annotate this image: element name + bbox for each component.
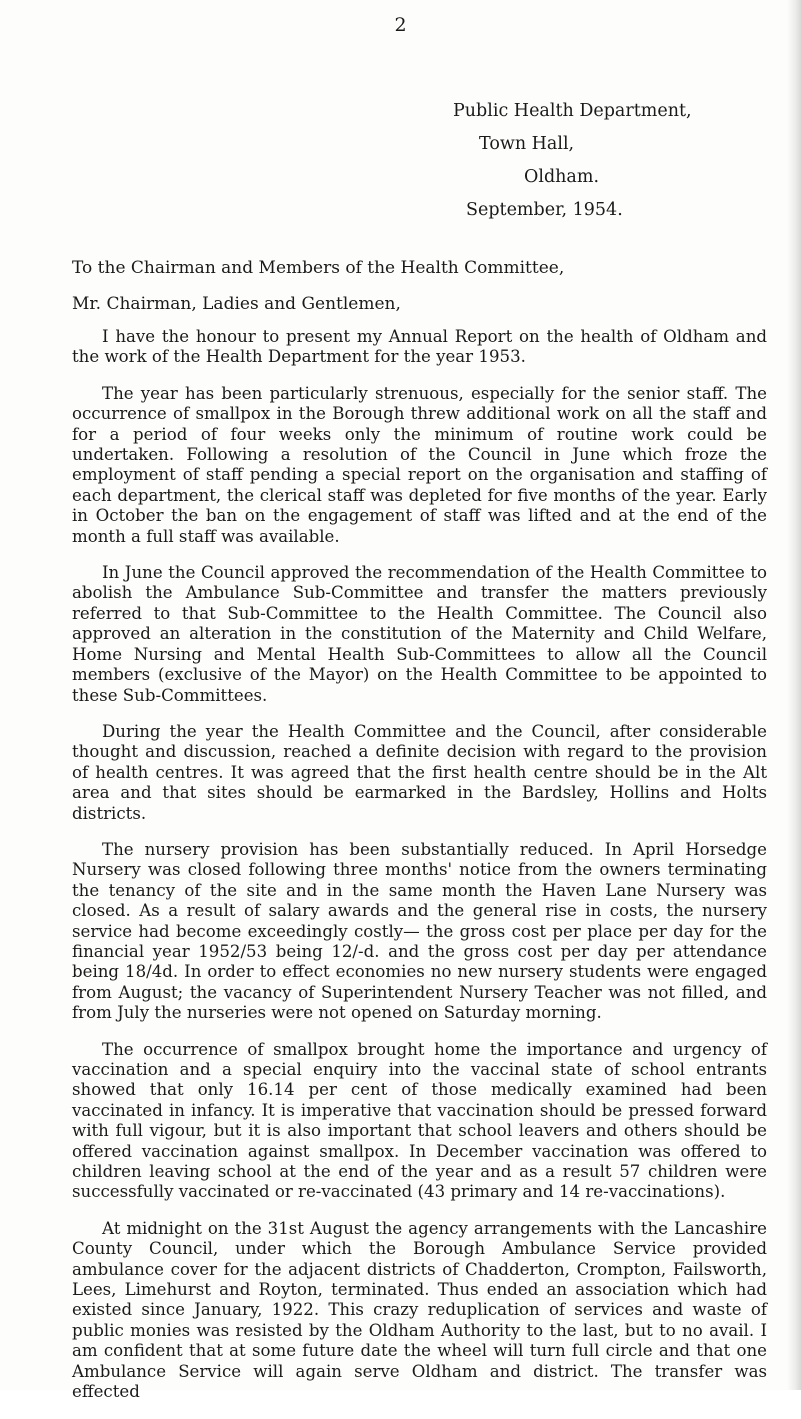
address-line-building: Town Hall, — [479, 134, 575, 154]
greeting-line: Mr. Chairman, Ladies and Gentlemen, — [72, 294, 401, 314]
page-edge-shadow — [787, 0, 801, 1390]
page-number: 2 — [394, 14, 407, 36]
paragraph-health-centres: During the year the Health Committee and the Council, after considerable thought and discussion, reached a definite decision with regard to the provision of health centres. It was agreed that the first health centre should be in the Alt area and that sites should be earmarked in the Bardsley, Hollins and Holts districts. — [72, 721, 767, 823]
paragraph-vaccination: The occurrence of smallpox brought home the importance and urgency of vaccination and a special enquiry into the vaccinal state of school entrants showed that only 16.14 per cent of those medically examined had been vaccinated in infancy. It is imperative that vaccination should be pressed forward with full vigour, but it is also important that school leavers and others should be offered vaccination against smallpox. In December vaccination was offered to children leaving school at the end of the year and as a result 57 children were successfully vaccinated or re-vaccinated (43 primary and 14 re-vaccinations). — [72, 1039, 767, 1202]
paragraph-ambulance: At midnight on the 31st August the agency arrangements with the Lancashire County Council, under which the Borough Ambulance Service provided ambulance cover for the adjacent districts of Chadderton, Crompton, Failsworth, Lees, Limehurst and Royton, terminated. Thus ended an association which had existed since January, 1922. This crazy reduplication of services and waste of public monies was resisted by the Oldham Authority to the last, but to no avail. I am confident that at some future date the wheel will turn full circle and that one Ambulance Service will again serve Oldham and district. The transfer was effected — [72, 1218, 767, 1402]
paragraph-introduction: I have the honour to present my Annual Report on the health of Oldham and the work of the Health Department for the year 1953. — [72, 327, 767, 367]
address-line-date: September, 1954. — [466, 200, 623, 220]
addressee-line: To the Chairman and Members of the Health Committee, — [72, 258, 565, 278]
address-line-department: Public Health Department, — [453, 101, 692, 121]
address-line-town: Oldham. — [524, 167, 600, 187]
paragraph-committees: In June the Council approved the recommendation of the Health Committee to abolish the Ambulance Sub-Committee and transfer the matters previously referred to that Sub-Committee to the Health Committee. The Council also approved an alteration in the constitution of the Maternity and Child Welfare, Home Nursing and Mental Health Sub-Committees to allow all the Council members (exclusive of the Mayor) on the Health Committee to be appointed to these Sub-Committees. — [72, 563, 767, 705]
report-body — [72, 327, 767, 1419]
paragraph-staffing: The year has been particularly strenuous, especially for the senior staff. The occurrence of smallpox in the Borough threw additional work on all the staff and for a period of four weeks only the minimum of routine work could be undertaken. Following a resolution of the Council in June which froze the employment of staff pending a special report on the organisation and staffing of each department, the clerical staff was depleted for five months of the year. Early in October the ban on the engagement of staff was lifted and at the end of the month a full staff was available. — [72, 383, 767, 546]
sender-address — [453, 95, 783, 227]
paragraph-nurseries: The nursery provision has been substantially reduced. In April Horsedge Nursery was closed following three months' notice from the owners terminating the tenancy of the site and in the same month the Haven Lane Nursery was closed. As a result of salary awards and the general rise in costs, the nursery service had become exceedingly costly— the gross cost per place per day for the financial year 1952/53 being 12/-d. and the gross cost per day per attendance being 18/4d. In order to effect economies no new nursery students were engaged from August; the vacancy of Superintendent Nursery Teacher was not filled, and from July the nurseries were not opened on Saturday morning. — [72, 839, 767, 1023]
